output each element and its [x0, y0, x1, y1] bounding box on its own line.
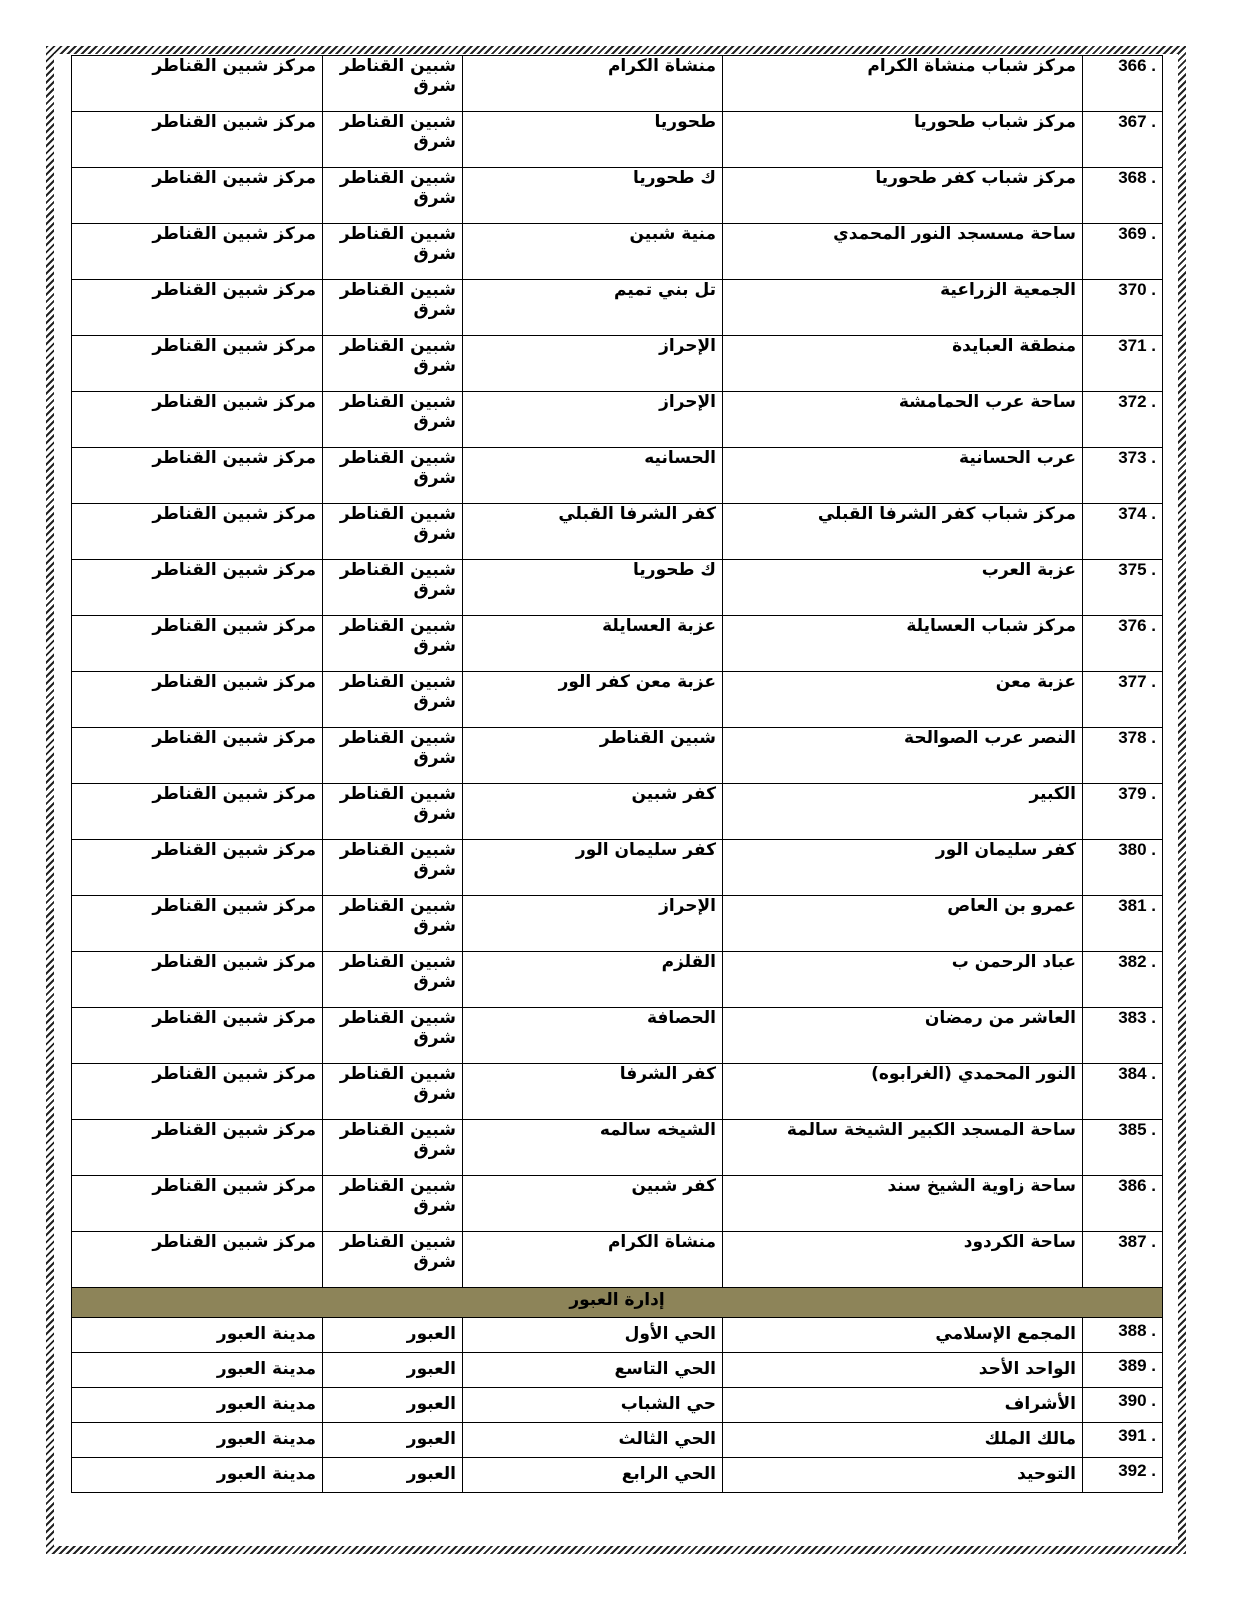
row-number: 378 .: [1083, 728, 1163, 784]
city-line-1: شبين القناطر: [339, 1232, 456, 1252]
city-name: [323, 1176, 463, 1232]
city-name: العبور: [323, 1458, 463, 1493]
city-name: [323, 840, 463, 896]
table-row: [72, 1388, 1163, 1423]
city-line-2: شرق: [413, 132, 456, 152]
station-name: ساحة المسجد الكبير الشيخة سالمة: [723, 1120, 1083, 1176]
table-row: [72, 1423, 1163, 1458]
station-name: مركز شباب كفر الشرفا القبلي: [723, 504, 1083, 560]
row-number: 375 .: [1083, 560, 1163, 616]
row-number: 380 .: [1083, 840, 1163, 896]
markaz-name: مركز شبين القناطر: [72, 56, 323, 112]
station-name: عباد الرحمن ب: [723, 952, 1083, 1008]
city-name: العبور: [323, 1318, 463, 1353]
station-name: النصر عرب الصوالحة: [723, 728, 1083, 784]
table-row: [72, 56, 1163, 112]
section-title: إدارة العبور: [72, 1288, 1163, 1318]
table-row: [72, 672, 1163, 728]
table-row: [72, 616, 1163, 672]
city-line-1: شبين القناطر: [339, 112, 456, 132]
village-name: الإحراز: [463, 896, 723, 952]
row-number: 383 .: [1083, 1008, 1163, 1064]
row-number: 388 .: [1083, 1318, 1163, 1353]
city-line-1: شبين القناطر: [339, 1176, 456, 1196]
row-number: 384 .: [1083, 1064, 1163, 1120]
city-name: [323, 896, 463, 952]
city-name: [323, 168, 463, 224]
city-line-1: شبين القناطر: [339, 448, 456, 468]
city-name: [323, 1120, 463, 1176]
markaz-name: مركز شبين القناطر: [72, 448, 323, 504]
station-name: العاشر من رمضان: [723, 1008, 1083, 1064]
city-line-2: شرق: [413, 356, 456, 376]
village-name: الحسانيه: [463, 448, 723, 504]
markaz-name: مركز شبين القناطر: [72, 1008, 323, 1064]
row-number: 379 .: [1083, 784, 1163, 840]
row-number: 382 .: [1083, 952, 1163, 1008]
row-number: 381 .: [1083, 896, 1163, 952]
city-line-1: شبين القناطر: [339, 560, 456, 580]
table-row: [72, 1120, 1163, 1176]
table-row: [72, 840, 1163, 896]
city-name: [323, 56, 463, 112]
city-line-2: شرق: [413, 580, 456, 600]
row-number: 368 .: [1083, 168, 1163, 224]
village-name: ك طحوريا: [463, 560, 723, 616]
markaz-name: مركز شبين القناطر: [72, 504, 323, 560]
city-line-1: شبين القناطر: [339, 728, 456, 748]
markaz-name: مركز شبين القناطر: [72, 784, 323, 840]
markaz-name: مركز شبين القناطر: [72, 952, 323, 1008]
city-line-2: شرق: [413, 1028, 456, 1048]
city-name: [323, 1232, 463, 1288]
village-name: حي الشباب: [463, 1388, 723, 1423]
city-name: [323, 560, 463, 616]
markaz-name: مركز شبين القناطر: [72, 1064, 323, 1120]
table-body-obour: [72, 1318, 1163, 1493]
city-line-2: شرق: [413, 1196, 456, 1216]
markaz-name: مركز شبين القناطر: [72, 1120, 323, 1176]
city-name: [323, 952, 463, 1008]
village-name: عزبة العسايلة: [463, 616, 723, 672]
table-row: [72, 1318, 1163, 1353]
station-name: عزبة معن: [723, 672, 1083, 728]
village-name: كفر الشرفا القبلي: [463, 504, 723, 560]
markaz-name: مركز شبين القناطر: [72, 672, 323, 728]
station-name: الأشراف: [723, 1388, 1083, 1423]
village-name: كفر شبين: [463, 1176, 723, 1232]
city-line-2: شرق: [413, 1084, 456, 1104]
station-name: عمرو بن العاص: [723, 896, 1083, 952]
city-line-1: شبين القناطر: [339, 224, 456, 244]
markaz-name: مدينة العبور: [72, 1353, 323, 1388]
village-name: القلزم: [463, 952, 723, 1008]
station-name: التوحيد: [723, 1458, 1083, 1493]
station-name: المجمع الإسلامي: [723, 1318, 1083, 1353]
station-name: النور المحمدي (الغرابوه): [723, 1064, 1083, 1120]
station-name: مالك الملك: [723, 1423, 1083, 1458]
row-number: 391 .: [1083, 1423, 1163, 1458]
village-name: طحوريا: [463, 112, 723, 168]
table-row: [72, 1458, 1163, 1493]
city-line-2: شرق: [413, 692, 456, 712]
city-line-1: شبين القناطر: [339, 896, 456, 916]
city-line-2: شرق: [413, 76, 456, 96]
village-name: منية شبين: [463, 224, 723, 280]
city-line-2: شرق: [413, 1252, 456, 1272]
city-line-1: شبين القناطر: [339, 616, 456, 636]
row-number: 370 .: [1083, 280, 1163, 336]
table-row: [72, 112, 1163, 168]
city-line-2: شرق: [413, 636, 456, 656]
city-name: العبور: [323, 1423, 463, 1458]
city-name: [323, 504, 463, 560]
station-name: مركز شباب منشاة الكرام: [723, 56, 1083, 112]
village-name: الحي الرابع: [463, 1458, 723, 1493]
row-number: 392 .: [1083, 1458, 1163, 1493]
markaz-name: مركز شبين القناطر: [72, 728, 323, 784]
city-name: [323, 1008, 463, 1064]
city-line-2: شرق: [413, 188, 456, 208]
city-line-1: شبين القناطر: [339, 840, 456, 860]
table-row: [72, 560, 1163, 616]
village-name: كفر سليمان الور: [463, 840, 723, 896]
city-line-1: شبين القناطر: [339, 392, 456, 412]
station-name: منطقة العبايدة: [723, 336, 1083, 392]
city-line-2: شرق: [413, 412, 456, 432]
city-line-2: شرق: [413, 804, 456, 824]
village-name: الإحراز: [463, 336, 723, 392]
city-name: [323, 280, 463, 336]
row-number: 377 .: [1083, 672, 1163, 728]
station-name: مركز شباب طحوريا: [723, 112, 1083, 168]
city-name: [323, 616, 463, 672]
station-name: مركز شباب كفر طحوريا: [723, 168, 1083, 224]
markaz-name: مركز شبين القناطر: [72, 112, 323, 168]
markaz-name: مركز شبين القناطر: [72, 168, 323, 224]
table-row: [72, 896, 1163, 952]
city-line-2: شرق: [413, 972, 456, 992]
city-line-1: شبين القناطر: [339, 1064, 456, 1084]
village-name: الشيخه سالمه: [463, 1120, 723, 1176]
table-row: [72, 1353, 1163, 1388]
village-name: منشاة الكرام: [463, 1232, 723, 1288]
table-row: [72, 336, 1163, 392]
village-name: الحصافة: [463, 1008, 723, 1064]
city-line-1: شبين القناطر: [339, 280, 456, 300]
markaz-name: مدينة العبور: [72, 1423, 323, 1458]
city-line-1: شبين القناطر: [339, 952, 456, 972]
city-line-1: شبين القناطر: [339, 168, 456, 188]
city-line-1: شبين القناطر: [339, 504, 456, 524]
village-name: تل بني تميم: [463, 280, 723, 336]
row-number: 372 .: [1083, 392, 1163, 448]
table-row: [72, 1176, 1163, 1232]
row-number: 385 .: [1083, 1120, 1163, 1176]
station-name: مركز شباب العسايلة: [723, 616, 1083, 672]
city-line-2: شرق: [413, 916, 456, 936]
village-name: الحي الثالث: [463, 1423, 723, 1458]
row-number: 374 .: [1083, 504, 1163, 560]
table-body-shebin: [72, 56, 1163, 1288]
table-row: [72, 280, 1163, 336]
markaz-name: مركز شبين القناطر: [72, 1176, 323, 1232]
table-row: [72, 728, 1163, 784]
table-row: [72, 392, 1163, 448]
city-line-2: شرق: [413, 1140, 456, 1160]
markaz-name: مدينة العبور: [72, 1388, 323, 1423]
polling-stations-table: [71, 55, 1163, 1493]
table-row: [72, 504, 1163, 560]
markaz-name: مدينة العبور: [72, 1458, 323, 1493]
village-name: الحي التاسع: [463, 1353, 723, 1388]
city-line-2: شرق: [413, 300, 456, 320]
row-number: 371 .: [1083, 336, 1163, 392]
city-line-2: شرق: [413, 244, 456, 264]
row-number: 389 .: [1083, 1353, 1163, 1388]
city-name: [323, 784, 463, 840]
markaz-name: مركز شبين القناطر: [72, 336, 323, 392]
city-name: العبور: [323, 1353, 463, 1388]
row-number: 367 .: [1083, 112, 1163, 168]
city-name: [323, 224, 463, 280]
city-name: [323, 392, 463, 448]
city-line-1: شبين القناطر: [339, 336, 456, 356]
city-line-1: شبين القناطر: [339, 1008, 456, 1028]
table-row: [72, 168, 1163, 224]
table-row: [72, 1008, 1163, 1064]
city-name: [323, 672, 463, 728]
table-row: [72, 224, 1163, 280]
row-number: 366 .: [1083, 56, 1163, 112]
village-name: ك طحوريا: [463, 168, 723, 224]
table-row: [72, 952, 1163, 1008]
city-name: [323, 448, 463, 504]
section-header-obour: [72, 1288, 1163, 1318]
city-line-1: شبين القناطر: [339, 56, 456, 76]
station-name: الجمعية الزراعية: [723, 280, 1083, 336]
station-name: ساحة مسسجد النور المحمدي: [723, 224, 1083, 280]
village-name: عزبة معن كفر الور: [463, 672, 723, 728]
markaz-name: مركز شبين القناطر: [72, 616, 323, 672]
markaz-name: مركز شبين القناطر: [72, 280, 323, 336]
city-name: [323, 336, 463, 392]
row-number: 369 .: [1083, 224, 1163, 280]
markaz-name: مركز شبين القناطر: [72, 392, 323, 448]
village-name: كفر الشرفا: [463, 1064, 723, 1120]
city-name: العبور: [323, 1388, 463, 1423]
markaz-name: مركز شبين القناطر: [72, 896, 323, 952]
city-line-1: شبين القناطر: [339, 1120, 456, 1140]
station-name: ساحة زاوية الشيخ سند: [723, 1176, 1083, 1232]
markaz-name: مركز شبين القناطر: [72, 224, 323, 280]
city-line-2: شرق: [413, 468, 456, 488]
row-number: 376 .: [1083, 616, 1163, 672]
markaz-name: مركز شبين القناطر: [72, 1232, 323, 1288]
city-line-2: شرق: [413, 860, 456, 880]
table-row: [72, 448, 1163, 504]
city-name: [323, 728, 463, 784]
markaz-name: مدينة العبور: [72, 1318, 323, 1353]
row-number: 386 .: [1083, 1176, 1163, 1232]
station-name: ساحة الكردود: [723, 1232, 1083, 1288]
table-row: [72, 1064, 1163, 1120]
city-line-1: شبين القناطر: [339, 784, 456, 804]
village-name: الحي الأول: [463, 1318, 723, 1353]
section-row: [72, 1288, 1163, 1318]
table-row: [72, 784, 1163, 840]
city-name: [323, 112, 463, 168]
village-name: كفر شبين: [463, 784, 723, 840]
city-line-1: شبين القناطر: [339, 672, 456, 692]
station-name: ساحة عرب الحمامشة: [723, 392, 1083, 448]
station-name: كفر سليمان الور: [723, 840, 1083, 896]
station-name: عزبة العرب: [723, 560, 1083, 616]
station-name: الكبير: [723, 784, 1083, 840]
city-line-2: شرق: [413, 524, 456, 544]
markaz-name: مركز شبين القناطر: [72, 560, 323, 616]
village-name: منشاة الكرام: [463, 56, 723, 112]
station-name: عرب الحسانية: [723, 448, 1083, 504]
table-row: [72, 1232, 1163, 1288]
row-number: 387 .: [1083, 1232, 1163, 1288]
village-name: شبين القناطر: [463, 728, 723, 784]
city-name: [323, 1064, 463, 1120]
station-name: الواحد الأحد: [723, 1353, 1083, 1388]
row-number: 373 .: [1083, 448, 1163, 504]
village-name: الإحراز: [463, 392, 723, 448]
markaz-name: مركز شبين القناطر: [72, 840, 323, 896]
row-number: 390 .: [1083, 1388, 1163, 1423]
city-line-2: شرق: [413, 748, 456, 768]
